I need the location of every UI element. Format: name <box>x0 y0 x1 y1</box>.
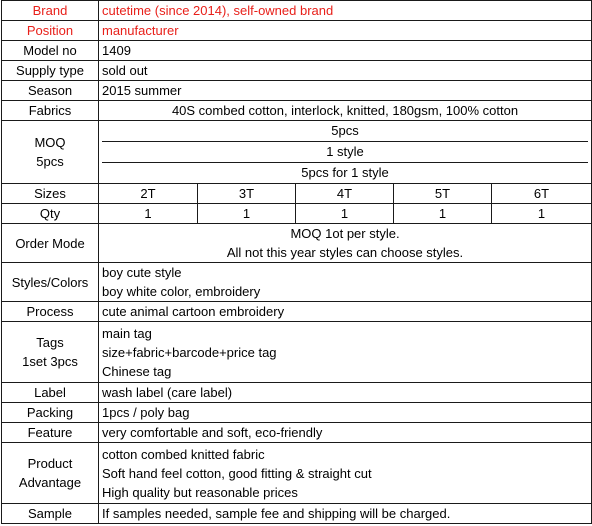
row-model-no <box>2 41 592 61</box>
moq-label <box>2 121 99 184</box>
row-supply-type <box>2 61 592 81</box>
season-value: 2015 summer <box>99 81 592 101</box>
row-feature <box>2 423 592 443</box>
advantage-line: cotton combed knitted fabric <box>102 446 265 462</box>
order-mode-label: Order Mode <box>2 224 99 263</box>
moq-line: 1 style <box>102 141 588 162</box>
order-mode-values <box>99 224 592 263</box>
sample-label: Sample <box>2 504 99 524</box>
model-no-value: 1409 <box>99 41 592 61</box>
label-row-label: Label <box>2 383 99 403</box>
row-tags <box>2 322 592 383</box>
sample-value: If samples needed, sample fee and shipping will be charged. <box>99 504 592 524</box>
moq-line: 5pcs <box>331 123 359 138</box>
row-sample <box>2 504 592 524</box>
row-process <box>2 302 592 322</box>
position-label: Position <box>2 21 99 41</box>
fabrics-value: 40S combed cotton, interlock, knitted, 180gsm, 100% cotton <box>99 101 592 121</box>
supply-type-label: Supply type <box>2 61 99 81</box>
row-order-mode <box>2 224 592 263</box>
row-qty <box>2 204 592 224</box>
styles-line: boy cute style <box>102 265 182 280</box>
qty-label: Qty <box>2 204 99 224</box>
size-cell: 4T <box>296 184 394 204</box>
brand-value: cutetime (since 2014), self-owned brand <box>99 1 592 21</box>
order-mode-line: All not this year styles can choose styles. <box>226 245 464 260</box>
tags-values <box>99 322 592 383</box>
sizes-label: Sizes <box>2 184 99 204</box>
styles-colors-values <box>99 263 592 302</box>
row-label <box>2 383 592 403</box>
tags-line: Chinese tag <box>102 363 172 379</box>
model-no-label: Model no <box>2 41 99 61</box>
supply-type-value: sold out <box>99 61 592 81</box>
row-season <box>2 81 592 101</box>
advantage-line: Soft hand feel cotton, good fitting & straight cut <box>102 465 372 481</box>
row-position <box>2 21 592 41</box>
moq-label-line-1: MOQ <box>34 135 66 150</box>
moq-line: 5pcs for 1 style <box>102 162 588 183</box>
tags-line: size+fabric+barcode+price tag <box>102 344 277 360</box>
feature-label: Feature <box>2 423 99 443</box>
brand-label: Brand <box>2 1 99 21</box>
advantage-label-line-1: Product <box>27 456 73 471</box>
advantage-line: High quality but reasonable prices <box>102 484 298 500</box>
product-advantage-values <box>99 443 592 504</box>
qty-cell: 1 <box>394 204 492 224</box>
qty-cell: 1 <box>492 204 592 224</box>
row-packing <box>2 403 592 423</box>
process-label: Process <box>2 302 99 322</box>
season-label: Season <box>2 81 99 101</box>
qty-cell: 1 <box>198 204 296 224</box>
fabrics-label: Fabrics <box>2 101 99 121</box>
tags-label-line-2: 1set 3pcs <box>22 354 78 369</box>
qty-cell: 1 <box>296 204 394 224</box>
order-mode-line: MOQ 1ot per style. <box>290 226 400 241</box>
qty-cell: 1 <box>99 204 198 224</box>
product-spec-table <box>1 0 592 524</box>
styles-colors-label: Styles/Colors <box>2 263 99 302</box>
row-sizes <box>2 184 592 204</box>
row-brand <box>2 1 592 21</box>
size-cell: 2T <box>99 184 198 204</box>
size-cell: 5T <box>394 184 492 204</box>
tags-line: main tag <box>102 325 152 341</box>
label-row-value: wash label (care label) <box>99 383 592 403</box>
tags-label-line-1: Tags <box>36 335 64 350</box>
styles-line: boy white color, embroidery <box>102 284 261 299</box>
product-advantage-label <box>2 443 99 504</box>
position-value: manufacturer <box>99 21 592 41</box>
row-product-advantage <box>2 443 592 504</box>
packing-label: Packing <box>2 403 99 423</box>
feature-value: very comfortable and soft, eco-friendly <box>99 423 592 443</box>
row-fabrics <box>2 101 592 121</box>
moq-label-line-2: 5pcs <box>36 154 64 169</box>
size-cell: 3T <box>198 184 296 204</box>
row-styles-colors <box>2 263 592 302</box>
size-cell: 6T <box>492 184 592 204</box>
process-value: cute animal cartoon embroidery <box>99 302 592 322</box>
moq-values <box>99 121 592 184</box>
tags-label <box>2 322 99 383</box>
row-moq <box>2 121 592 184</box>
advantage-label-line-2: Advantage <box>18 475 82 490</box>
packing-value: 1pcs / poly bag <box>99 403 592 423</box>
